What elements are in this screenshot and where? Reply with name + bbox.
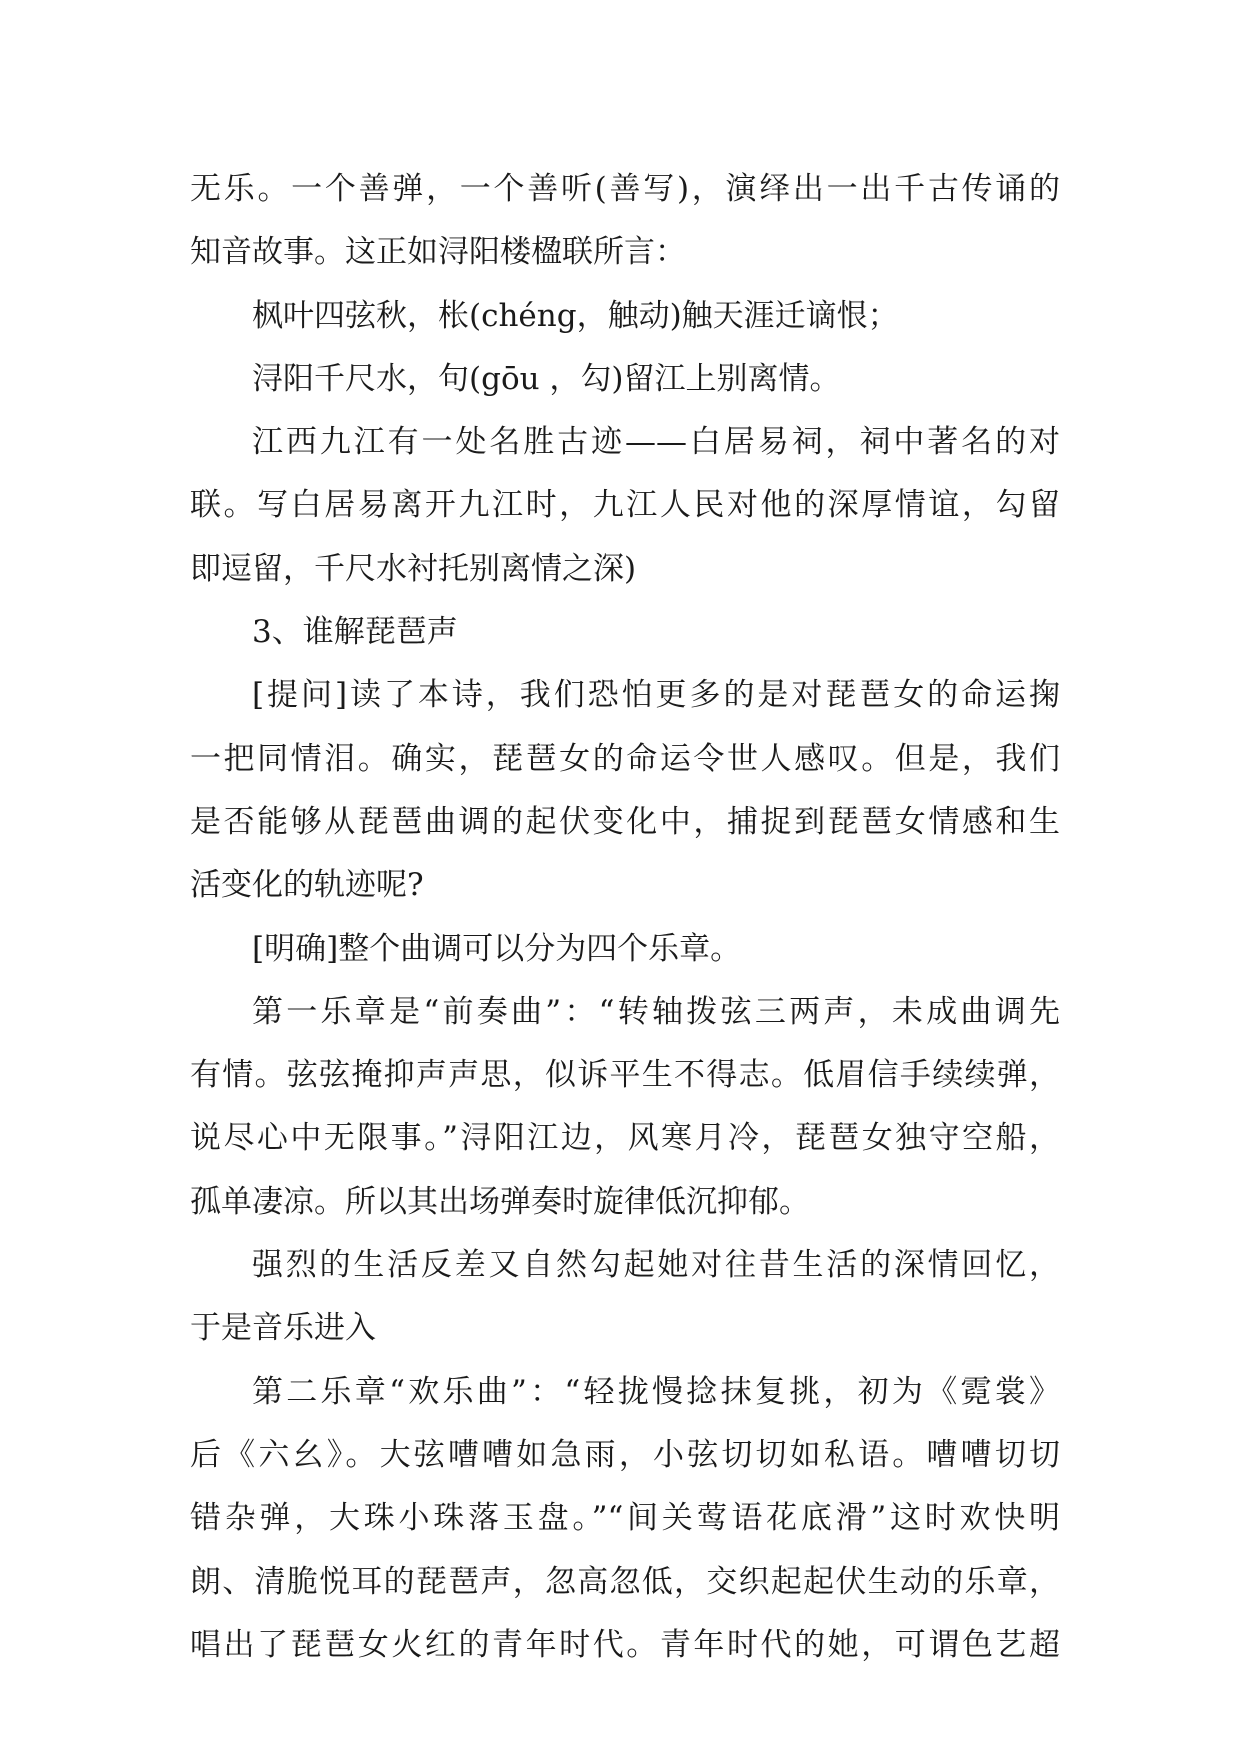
text-line: 江西九江有一处名胜古迹——白居易祠，祠中著名的对 bbox=[252, 424, 1060, 461]
text-line: 一把同情泪。确实，琵琶女的命运令世人感叹。但是，我们 bbox=[190, 740, 1060, 777]
text-line: 孤单凄凉。所以其出场弹奏时旋律低沉抑郁。 bbox=[190, 1183, 810, 1220]
text-line: [提问]读了本诗，我们恐怕更多的是对琵琶女的命运掬 bbox=[252, 677, 1060, 714]
text-line: 活变化的轨迹呢? bbox=[190, 867, 424, 904]
text-line: 说尽心中无限事。”浔阳江边，风寒月冷，琵琶女独守空船， bbox=[190, 1120, 1060, 1157]
text-line: 第一乐章是“前奏曲”：“转轴拨弦三两声，未成曲调先 bbox=[252, 993, 1060, 1030]
text-line: 即逗留，千尺水衬托别离情之深) bbox=[190, 550, 637, 587]
text-line: 浔阳千尺水，句(gōu ，勾)留江上别离情。 bbox=[252, 360, 841, 397]
text-line: 错杂弹，大珠小珠落玉盘。”“间关莺语花底滑”这时欢快明 bbox=[190, 1500, 1060, 1537]
text-line: 有情。弦弦掩抑声声思，似诉平生不得志。低眉信手续续弹， bbox=[190, 1057, 1060, 1094]
text-line: 枫叶四弦秋，枨(chéng，触动)触天涯迁谪恨； bbox=[252, 297, 899, 334]
text-line: 是否能够从琵琶曲调的起伏变化中，捕捉到琵琶女情感和生 bbox=[190, 803, 1060, 840]
text-line: 唱出了琵琶女火红的青年时代。青年时代的她，可谓色艺超 bbox=[190, 1626, 1060, 1663]
document-body bbox=[190, 158, 1060, 1677]
text-line: [明确]整个曲调可以分为四个乐章。 bbox=[252, 930, 742, 967]
text-line: 后《六幺》。大弦嘈嘈如急雨，小弦切切如私语。嘈嘈切切 bbox=[190, 1436, 1060, 1473]
text-line: 知音故事。这正如浔阳楼楹联所言： bbox=[190, 234, 686, 271]
text-line: 朗、清脆悦耳的琵琶声，忽高忽低，交织起起伏生动的乐章， bbox=[190, 1563, 1060, 1600]
text-line: 联。写白居易离开九江时，九江人民对他的深厚情谊，勾留 bbox=[190, 487, 1060, 524]
text-line: 无乐。一个善弹，一个善听(善写)，演绎出一出千古传诵的 bbox=[190, 171, 1060, 207]
text-line: 于是音乐进入 bbox=[190, 1310, 376, 1347]
text-line: 3、谁解琵琶声 bbox=[252, 614, 458, 651]
text-line: 第二乐章“欢乐曲”：“轻拢慢捻抹复挑，初为《霓裳》 bbox=[252, 1373, 1060, 1410]
text-line: 强烈的生活反差又自然勾起她对往昔生活的深情回忆， bbox=[252, 1247, 1060, 1284]
